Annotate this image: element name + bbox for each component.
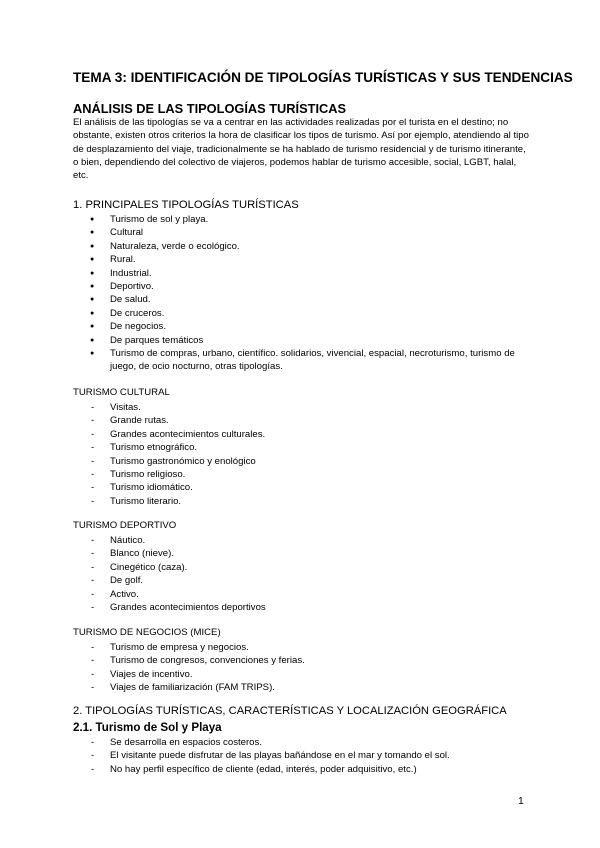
list-item: - Activo.: [90, 588, 530, 601]
list-item: - Turismo gastronómico y enológico: [90, 455, 530, 468]
section-2-1-list: [90, 736, 530, 776]
analysis-paragraph: El análisis de las tipologías se va a centrar en las actividades realizadas por el turista en el destino; no obstante, existen otros criterios la hora de clasificar los tipos de turismo. Así por ejemplo, atendiendo al tipo de desplazamiento del viaje, tradicionalmente se ha hablado de turismo residencial y de turismo itinerante, o bien, dependiendo del colectivo de viajeros, podemos hablar de turismo accesible, social, LGBT, halal, etc.: [73, 117, 529, 182]
deportivo-heading: TURISMO DEPORTIVO: [73, 520, 177, 531]
cultural-heading: TURISMO CULTURAL: [73, 387, 170, 398]
list-item: ● De negocios.: [90, 320, 530, 333]
list-item: - Viajes de incentivo.: [90, 668, 530, 681]
list-item: - Turismo literario.: [90, 495, 530, 508]
section-2-1-heading: 2.1. Turismo de Sol y Playa: [73, 721, 222, 734]
list-item: - Náutico.: [90, 534, 530, 547]
list-item: - Turismo de empresa y negocios.: [90, 641, 530, 654]
list-item: - El visitante puede disfrutar de las playas bañándose en el mar y tomando el sol.: [90, 749, 530, 762]
list-item: - Grandes acontecimientos deportivos: [90, 601, 530, 614]
section-1-heading: 1. PRINCIPALES TIPOLOGÍAS TURÍSTICAS: [73, 199, 299, 211]
list-item: - Grande rutas.: [90, 414, 530, 427]
list-item: ● De cruceros.: [90, 307, 530, 320]
list-item: - Turismo religioso.: [90, 468, 530, 481]
list-item: - Grandes acontecimientos culturales.: [90, 428, 530, 441]
list-item: - Cinegético (caza).: [90, 561, 530, 574]
section-1-list: [90, 213, 530, 374]
list-item: ● Rural.: [90, 253, 530, 266]
list-item: ● Industrial.: [90, 267, 530, 280]
list-item: - Blanco (nieve).: [90, 547, 530, 560]
list-item: ● Deportivo.: [90, 280, 530, 293]
document-title: TEMA 3: IDENTIFICACIÓN DE TIPOLOGÍAS TURÍSTICAS Y SUS TENDENCIAS: [73, 70, 573, 85]
list-item: - Viajes de familiarización (FAM TRIPS).: [90, 681, 530, 694]
analysis-heading: ANÁLISIS DE LAS TIPOLOGÍAS TURÍSTICAS: [73, 101, 347, 116]
list-item: ● Cultural: [90, 226, 530, 239]
list-item: - No hay perfil específico de cliente (edad, interés, poder adquisitivo, etc.): [90, 763, 530, 776]
section-2-heading: 2. TIPOLOGÍAS TURÍSTICAS, CARACTERÍSTICAS Y LOCALIZACIÓN GEOGRÁFICA: [73, 705, 507, 717]
list-item: - Turismo idiomático.: [90, 481, 530, 494]
negocios-list: [90, 641, 530, 695]
negocios-heading: TURISMO DE NEGOCIOS (MICE): [73, 627, 221, 638]
list-item: ● Turismo de sol y playa.: [90, 213, 530, 226]
list-item: ● Turismo de compras, urbano, científico. solidarios, vivencial, espacial, necroturismo, turismo de juego, de ocio nocturno, otras tipologías.: [90, 347, 530, 374]
list-item: - De golf.: [90, 574, 530, 587]
deportivo-list: [90, 534, 530, 614]
list-item: - Turismo etnográfico.: [90, 441, 530, 454]
list-item: ● De parques temáticos: [90, 334, 530, 347]
page-number: 1: [518, 796, 524, 807]
list-item: - Visitas.: [90, 401, 530, 414]
list-item: - Se desarrolla en espacios costeros.: [90, 736, 530, 749]
cultural-list: [90, 401, 530, 508]
list-item: - Turismo de congresos, convenciones y ferias.: [90, 654, 530, 667]
list-item: ● Naturaleza, verde o ecológico.: [90, 240, 530, 253]
list-item: ● De salud.: [90, 293, 530, 306]
